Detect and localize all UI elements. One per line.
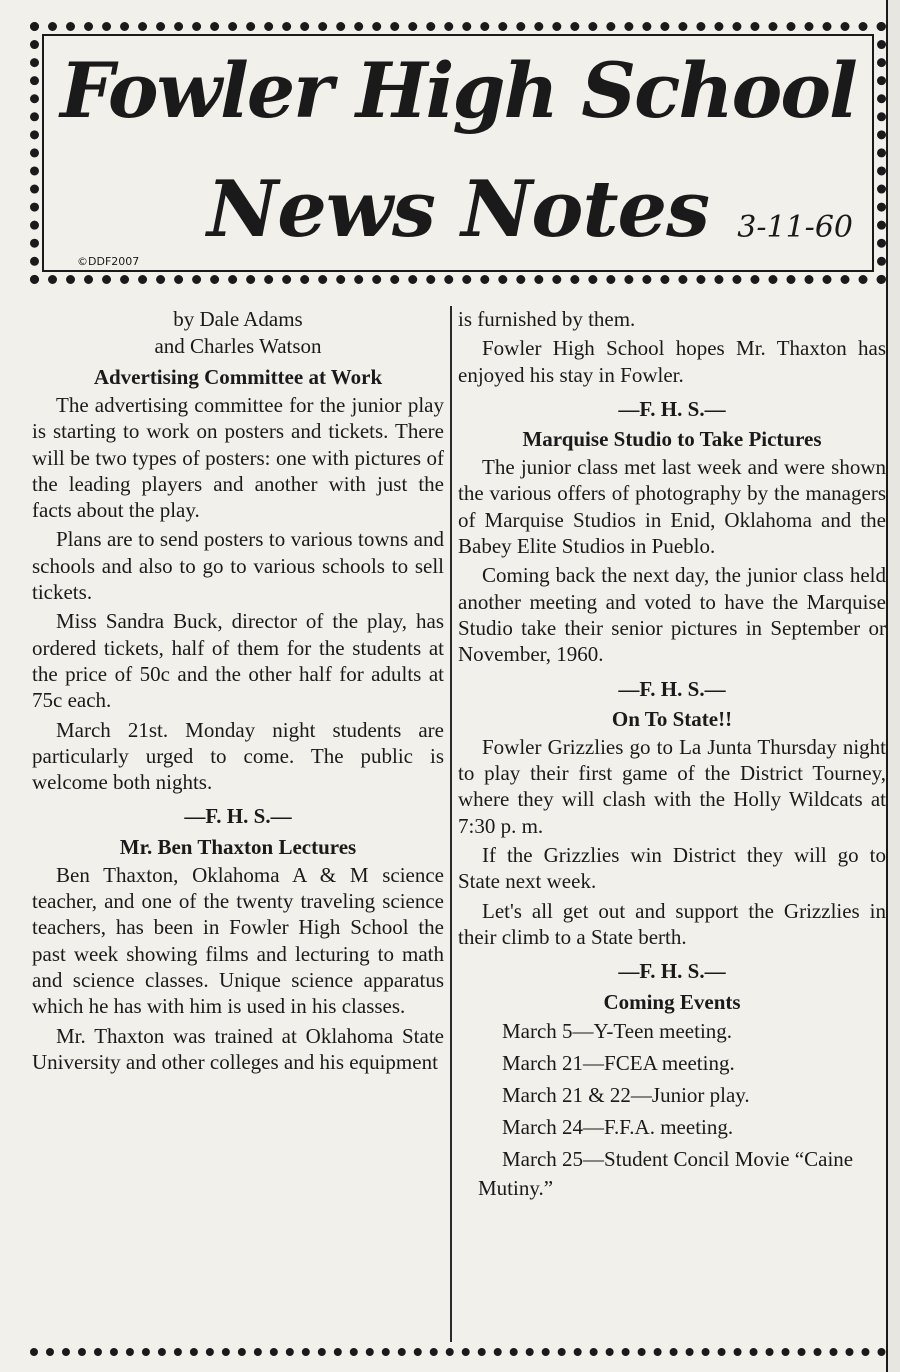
- event-item: March 21 & 22—Junior play.: [502, 1082, 750, 1107]
- bottom-dotted-border: [30, 1348, 886, 1356]
- article-paragraph: The advertising committee for the junior play is starting to work on posters and tickets. There will be two types of posters: one with pictures of the leading players and another with just the facts about the play.: [32, 393, 444, 523]
- section-separator: —F. H. S.—: [618, 959, 726, 984]
- article-paragraph: Ben Thaxton, Oklahoma A & M science teacher, and one of the twenty traveling science teachers, has been in Fowler High School the past week showing films and lecturing to math and science classes. Unique science apparatus which he has with him is used in his classes.: [32, 862, 444, 1019]
- column-divider: [450, 306, 452, 1342]
- article-paragraph: If the Grizzlies win District they will go to State next week.: [458, 843, 886, 894]
- headline-state: On To State!!: [611, 706, 733, 731]
- article-paragraph: March 21st. Monday night students are particularly urged to come. The public is welcome both nights.: [32, 717, 444, 795]
- headline-events: Coming Events: [603, 989, 741, 1014]
- event-item: March 5—Y-Teen meeting.: [502, 1018, 733, 1043]
- article-paragraph: Let's all get out and support the Grizzlies in their climb to a State berth.: [458, 898, 886, 949]
- article-paragraph: Coming back the next day, the junior class held another meeting and voted to have the Marquise Studio take their senior pictures in September or November, 1960.: [458, 563, 886, 667]
- article-paragraph: Plans are to send posters to various towns and schools and also to go to various schools to sell tickets.: [32, 527, 444, 605]
- event-item: March 24—F.F.A. meeting.: [502, 1114, 734, 1139]
- section-separator: —F. H. S.—: [184, 804, 292, 829]
- handwritten-date: 3-11-60: [737, 210, 853, 245]
- headline-advertising: Advertising Committee at Work: [93, 365, 383, 389]
- article-paragraph: The junior class met last week and were shown the various offers of photography by the managers of Marquise Studios in Enid, Oklahoma and the Babey Elite Studios in Pueblo.: [458, 455, 886, 559]
- article-paragraph: Miss Sandra Buck, director of the play, has ordered tickets, half of them for the students at the price of 50c and the other half for adults at 75c each.: [32, 609, 444, 713]
- page-edge-rule: [886, 0, 888, 1372]
- section-separator: —F. H. S.—: [618, 676, 726, 701]
- byline-line-2: and Charles Watson: [154, 334, 322, 358]
- adjacent-column-edge: [888, 0, 900, 1372]
- byline-line-1: by Dale Adams: [173, 307, 303, 331]
- event-item: March 25—Student Concil Movie “Caine Mutiny.”: [478, 1146, 854, 1200]
- masthead-title: Fowler High School: [60, 46, 856, 135]
- headline-thaxton: Mr. Ben Thaxton Lectures: [119, 834, 357, 859]
- headline-marquise: Marquise Studio to Take Pictures: [522, 427, 822, 452]
- event-item: March 21—FCEA meeting.: [502, 1050, 735, 1075]
- article-paragraph: is furnished by them.: [458, 307, 636, 331]
- masthead-subtitle: News Notes: [206, 164, 710, 255]
- copyright-mark: ©DDF2007: [77, 255, 140, 268]
- right-column: [458, 306, 886, 1206]
- section-separator: —F. H. S.—: [618, 396, 726, 421]
- masthead-box: [30, 22, 886, 284]
- article-paragraph: Fowler Grizzlies go to La Junta Thursday night to play their first game of the District Tourney, where they will clash with the Holly Wildcats at 7:30 p. m.: [458, 734, 886, 838]
- article-paragraph: Mr. Thaxton was trained at Oklahoma State University and other colleges and his equipment: [32, 1023, 444, 1074]
- left-column: [32, 306, 444, 1078]
- article-paragraph: Fowler High School hopes Mr. Thaxton has enjoyed his stay in Fowler.: [458, 336, 886, 387]
